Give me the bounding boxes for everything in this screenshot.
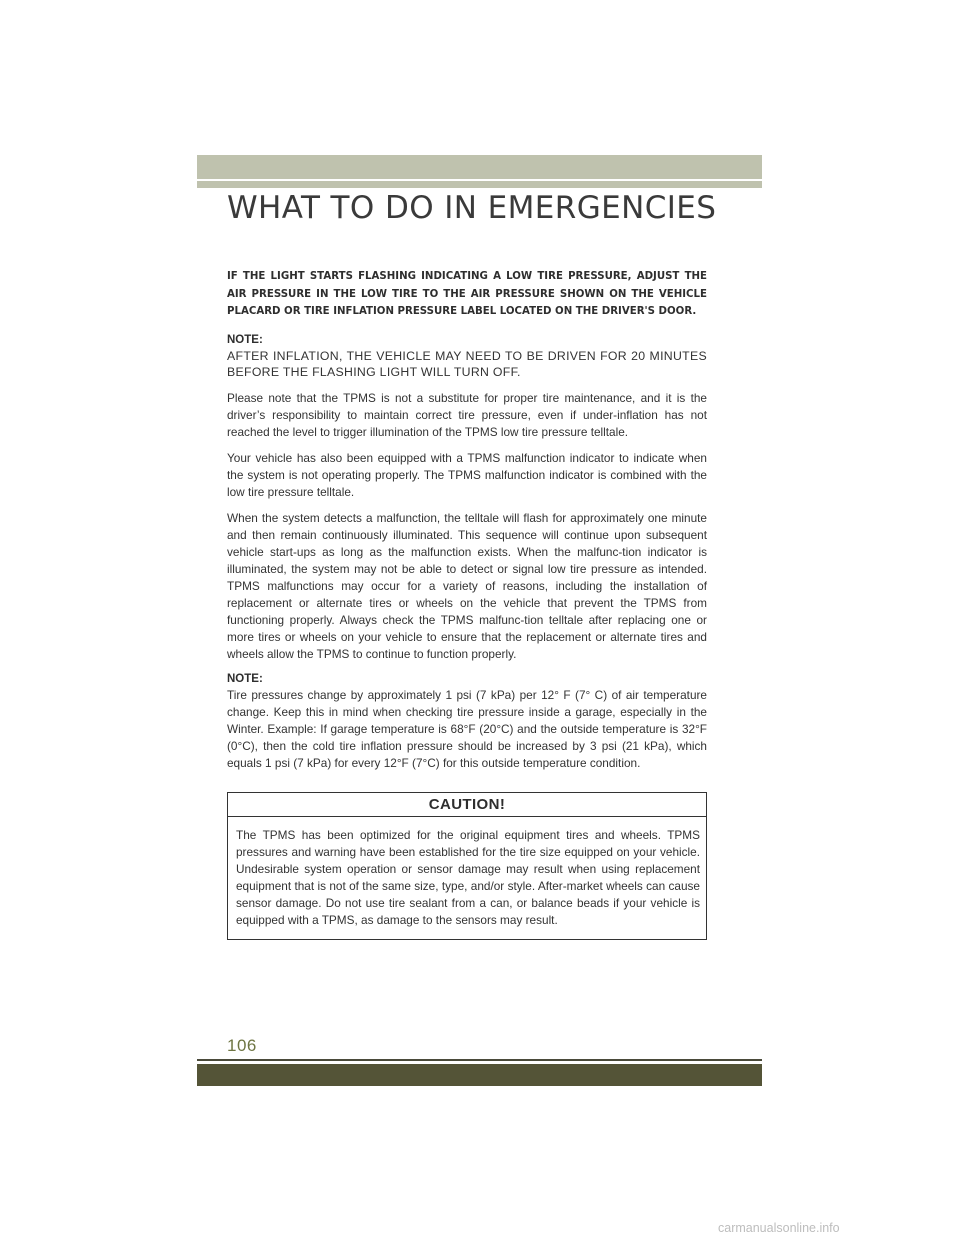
note-label: NOTE: [227,672,263,685]
body-paragraph: When the system detects a malfunction, the telltale will flash for approximately one minute and then remain continuously illuminated. This sequence will continue upon subsequent vehicle start-ups as long as the malfunction exists. When the malfunc-tion indicator is illuminated, the system may not be able to detect or signal low tire pressure as intended. TPMS malfunctions may occur for a variety of reasons, including the installation of replacement or alternate tires or wheels on the vehicle that prevent the TPMS from functioning properly. Always check the TPMS malfunc-tion telltale after replacing one or more tires or wheels on your vehicle to ensure that the replacement or alternate tires and wheels allow the TPMS to continue to function properly. [227,510,707,661]
page-content [227,268,707,940]
watermark: carmanualsonline.info [718,1221,840,1235]
header-rule [197,181,762,188]
body-paragraph: Please note that the TPMS is not a substitute for proper tire maintenance, and it is the driver’s responsibility to maintain correct tire pressure, even if under-inflation has not reached the level to trigger illumination of the TPMS low tire pressure telltale. [227,390,707,439]
note-text: Tire pressures change by approximately 1 psi (7 kPa) per 12° F (7° C) of air temperature change. Keep this in mind when checking tire pressure inside a garage, especially in the Winter. Example: If garage temperature is 68°F (20°C) and the outside temperature is 32°F (0°C), then the cold tire inflation pressure should be increased by 3 psi (21 kPa), which equals 1 psi (7 kPa) for every 12°F (7°C) for this outside temperature condition. [227,687,707,770]
caution-text: The TPMS has been optimized for the original equipment tires and wheels. TPMS pressures and warning have been established for the tire size equipped on your vehicle. Undesirable system operation or sensor damage may result when using replacement equipment that is not of the same size, type, and/or style. After-market wheels can cause sensor damage. Do not use tire sealant from a can, or balance beads if your vehicle is equipped with a TPMS, as damage to the sensors may result. [236,827,700,927]
body-paragraph: Your vehicle has also been equipped with a TPMS malfunction indicator to indicate when the system is not operating properly. The TPMS malfunction indicator is combined with the low tire pressure telltale. [227,450,707,499]
section-title: WHAT TO DO IN EMERGENCIES [227,190,717,226]
caution-heading: CAUTION! [228,793,706,817]
header-bar [197,155,762,179]
caution-box [227,792,707,940]
note-label: NOTE: [227,333,263,346]
lead-paragraph: IF THE LIGHT STARTS FLASHING INDICATING A LOW TIRE PRESSURE, ADJUST THE AIR PRESSURE IN THE LOW TIRE TO THE AIR PRESSURE SHOWN ON THE VEHICLE PLACARD OR TIRE INFLATION PRESSURE LABEL LOCATED ON THE DRIVER'S DOOR. [227,271,707,317]
footer-rule [197,1059,762,1061]
footer-bar [197,1064,762,1086]
note-text: AFTER INFLATION, THE VEHICLE MAY NEED TO BE DRIVEN FOR 20 MINUTES BEFORE THE FLASHING LIGHT WILL TURN OFF. [227,348,707,379]
page-number: 106 [227,1036,257,1055]
